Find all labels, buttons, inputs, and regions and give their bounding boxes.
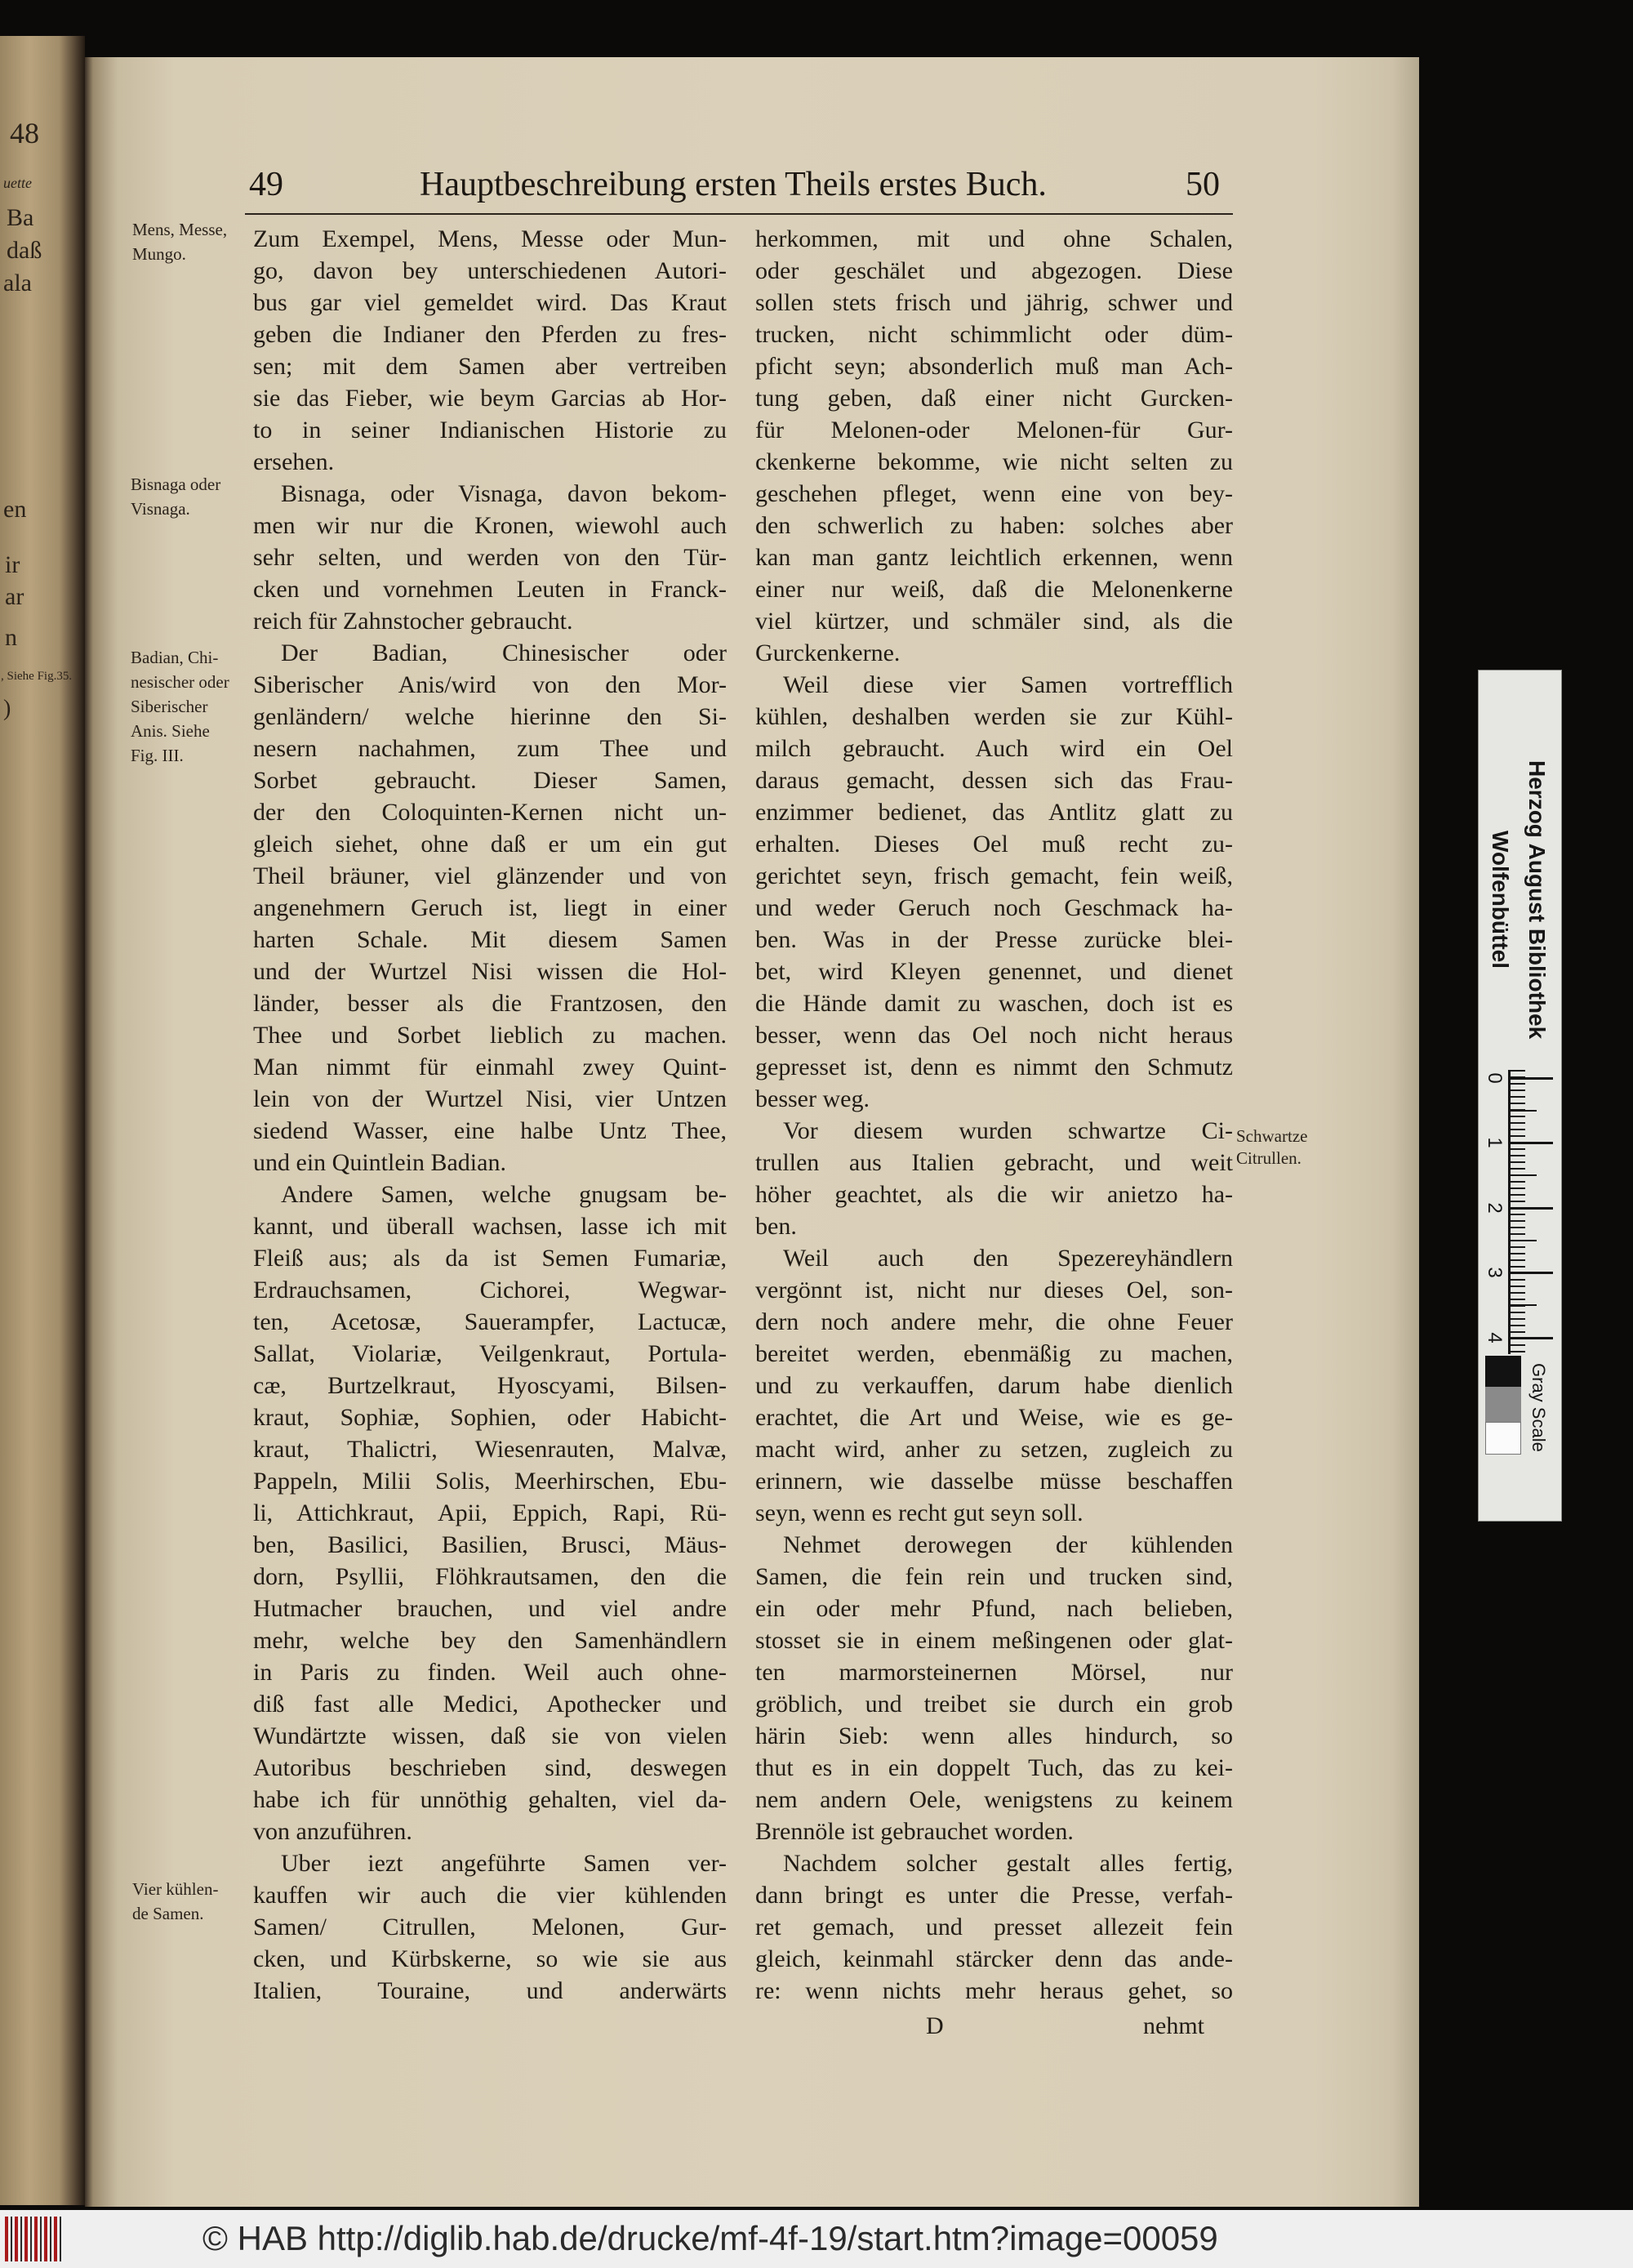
margin-note-line: Visnaga. <box>131 499 190 519</box>
ruler-major-tick <box>1511 1077 1553 1080</box>
column-1-line: und ein Quintlein Badian. <box>253 1149 506 1176</box>
column-1-line: li, Attichkraut, Apii, Eppich, Rapi, Rü- <box>253 1499 727 1526</box>
margin-note-line: nesischer oder <box>131 672 229 692</box>
column-2-line: besser, wenn das Oel noch nicht heraus <box>755 1022 1233 1049</box>
column-1-line: Erdrauchsamen, Cichorei, Wegwar- <box>253 1277 727 1303</box>
column-2-line: oder geschälet und abgezogen. Diese <box>755 257 1233 284</box>
column-1-line: länder, besser als die Frantzosen, den <box>253 990 727 1017</box>
column-2-line: macht wird, anher zu setzen, zugleich zu <box>755 1436 1233 1463</box>
left-page-number: 49 <box>249 166 283 203</box>
column-2-line: viel kürtzer, und schmäler sind, als die <box>755 608 1233 635</box>
gray-scale-label: Gray Scale <box>1528 1362 1549 1452</box>
column-1-line: ersehen. <box>253 448 335 475</box>
column-2-line: herkommen, mit und ohne Schalen, <box>755 225 1233 252</box>
column-1-line: Sorbet gebraucht. Dieser Samen, <box>253 767 727 794</box>
facing-page-fragment: ) <box>3 696 11 721</box>
column-1-line: sen; mit dem Samen aber vertreiben <box>253 353 727 380</box>
column-2-line: ret gemach, und presset allezeit fein <box>755 1914 1233 1940</box>
column-1-line: to in seiner Indianischen Historie zu <box>253 417 727 443</box>
column-2-line: für Melonen-oder Melonen-für Gur- <box>755 417 1233 443</box>
margin-note-mens <box>132 217 227 266</box>
column-1-line: von anzuführen. <box>253 1818 412 1845</box>
facing-page-fragment: uette <box>3 175 32 191</box>
column-2-line: Brennöle ist gebrauchet worden. <box>755 1818 1074 1845</box>
copyright-url: © HAB http://diglib.hab.de/drucke/mf-4f-19/start.htm?image=00059 <box>202 2219 1218 2257</box>
column-1-line: Thee und Sorbet lieblich zu machen. <box>253 1022 727 1049</box>
gray-scale-black-patch <box>1485 1356 1521 1387</box>
column-1-line: ten, Acetosæ, Sauerampfer, Lactucæ, <box>253 1308 727 1335</box>
column-2-line: pficht seyn; absonderlich muß man Ach- <box>755 353 1233 380</box>
column-1-line: Theil bräuner, viel glänzender und von <box>253 862 727 889</box>
column-2-line: re: wenn nichts mehr heraus gehet, so <box>755 1977 1233 2004</box>
gray-scale-gray-patch <box>1485 1387 1521 1422</box>
column-1-line: go, davon bey unterschiedenen Autori- <box>253 257 727 284</box>
margin-note-line: Badian, Chi- <box>131 648 219 667</box>
column-1-line: Andere Samen, welche gnugsam be- <box>281 1181 727 1208</box>
ruler-label: 0 <box>1484 1072 1506 1084</box>
column-2-line: gepresset ist, denn es nimmt den Schmutz <box>755 1054 1233 1081</box>
column-2-line: Samen, die fein rein und trucken sind, <box>755 1563 1233 1590</box>
column-2-line: ein oder mehr Pfund, nach belieben, <box>755 1595 1233 1622</box>
margin-note-line: Mens, Messe, <box>132 220 228 239</box>
column-1-line: Uber iezt angeführte Samen ver- <box>281 1850 727 1877</box>
facing-page-edge <box>0 36 85 2205</box>
margin-note-citrullen <box>1236 1125 1307 1170</box>
right-page-number: 50 <box>1186 166 1220 203</box>
margin-note-bisnaga <box>131 472 220 521</box>
column-2-line: stosset sie in einem meßingenen oder glat- <box>755 1627 1233 1654</box>
column-1-line: Fleiß aus; als da ist Semen Fumariæ, <box>253 1245 727 1272</box>
column-2-line: ten marmorsteinernen Mörsel, nur <box>755 1659 1233 1686</box>
margin-note-line: de Samen. <box>132 1904 204 1923</box>
column-1-line: der den Coloquinten-Kernen nicht un- <box>253 799 727 826</box>
column-1-line: harten Schale. Mit diesem Samen <box>253 926 727 953</box>
column-1-line: angenehmern Geruch ist, liegt in einer <box>253 894 727 921</box>
column-1-line: sehr selten, und werden von den Tür- <box>253 544 727 571</box>
column-1-line: Man nimmt für einmahl zwey Quint- <box>253 1054 727 1081</box>
margin-note-line: Citrullen. <box>1236 1148 1302 1168</box>
facing-page-fragment: daß <box>7 237 42 264</box>
column-1-line: geben die Indianer den Pferden zu fres- <box>253 321 727 348</box>
column-2-line: erinnern, wie dasselbe müsse beschaffen <box>755 1468 1233 1495</box>
text-column-1 <box>253 223 727 2007</box>
column-1-line: genländern/ welche hierinne den Si- <box>253 703 727 730</box>
column-1-line: Siberischer Anis/wird von den Mor- <box>253 671 727 698</box>
facing-page-number: 48 <box>10 117 39 149</box>
column-2-line: und weder Geruch noch Geschmack ha- <box>755 894 1233 921</box>
facing-page-fragment: ar <box>5 583 24 610</box>
column-2-line: ben. <box>755 1213 797 1240</box>
column-1-line: in Paris zu finden. Weil auch ohne- <box>253 1659 727 1686</box>
column-2-line: milch gebraucht. Auch wird ein Oel <box>755 735 1233 762</box>
column-1-line: Autoribus beschrieben sind, deswegen <box>253 1754 727 1781</box>
library-name <box>1482 729 1555 1072</box>
column-1-line: dorn, Psyllii, Flöhkrautsamen, den die <box>253 1563 727 1590</box>
column-1-line: kraut, Sophiæ, Sophien, oder Habicht- <box>253 1404 727 1431</box>
column-1-line: ben, Basilici, Basilien, Brusci, Mäus- <box>253 1531 727 1558</box>
margin-note-line: Siberischer <box>131 697 208 716</box>
column-1-line: Bisnaga, oder Visnaga, davon bekom- <box>281 480 727 507</box>
column-2-line: erhalten. Dieses Oel muß recht zu- <box>755 831 1233 858</box>
column-2-line: geschehen pfleget, wenn eine von bey- <box>755 480 1233 507</box>
column-1-line: sie das Fieber, wie beym Garcias ab Hor- <box>253 385 727 412</box>
margin-note-badian <box>131 645 229 768</box>
column-2-line: trullen aus Italien gebracht, und weit <box>755 1149 1233 1176</box>
column-2-line: dern noch andere mehr, die ohne Feuer <box>755 1308 1233 1335</box>
column-1-line: kraut, Thalictri, Wiesenrauten, Malvæ, <box>253 1436 727 1463</box>
column-2-line: kühlen, deshalben werden sie zur Kühl- <box>755 703 1233 730</box>
column-2-line: erachtet, die Art und Weise, wie es ge- <box>755 1404 1233 1431</box>
column-2-line: und zu verkauffen, darum habe dienlich <box>755 1372 1233 1399</box>
column-2-line: vergönnt ist, nicht nur dieses Oel, son- <box>755 1277 1233 1303</box>
column-2-line: thut es in ein doppelt Tuch, das zu kei- <box>755 1754 1233 1781</box>
column-2-line: ben. Was in der Presse zurücke blei- <box>755 926 1233 953</box>
column-1-line: diß fast alle Medici, Apothecker und <box>253 1691 727 1718</box>
ruler-label: 2 <box>1484 1202 1506 1214</box>
column-1-line: cken, und Kürbskerne, so wie sie aus <box>253 1945 727 1972</box>
column-2-line: Weil diese vier Samen vortrefflich <box>783 671 1233 698</box>
column-1-line: Zum Exempel, Mens, Messe oder Mun- <box>253 225 727 252</box>
column-2-line: den schwerlich zu haben: solches aber <box>755 512 1233 539</box>
facing-page-fragment: ala <box>3 270 32 296</box>
margin-note-line: Fig. III. <box>131 746 184 765</box>
column-1-line: nesern nachahmen, zum Thee und <box>253 735 727 762</box>
facing-page-fragment: , Siehe Fig.35. <box>1 670 73 683</box>
column-2-line: höher geachtet, als die wir anietzo ha- <box>755 1181 1233 1208</box>
column-2-line: ckenkerne bekomme, wie nicht selten zu <box>755 448 1233 475</box>
column-2-line: Gurckenkerne. <box>755 639 901 666</box>
column-1-line: cæ, Burtzelkraut, Hyoscyami, Bilsen- <box>253 1372 727 1399</box>
column-2-line: einer nur weiß, daß die Melonenkerne <box>755 576 1233 603</box>
barcode-logo-icon <box>5 2217 62 2261</box>
column-2-line: seyn, wenn es recht gut seyn soll. <box>755 1499 1083 1526</box>
column-2-line: sollen stets frisch und jährig, schwer und <box>755 289 1233 316</box>
column-1-line: reich für Zahnstocher gebraucht. <box>253 608 573 635</box>
column-1-line: gleich siehet, ohne daß er um ein gut <box>253 831 727 858</box>
column-1-line: cken und vornehmen Leuten in Franck- <box>253 576 727 603</box>
column-1-line: kauffen wir auch die vier kühlenden <box>253 1882 727 1909</box>
column-2-line: Vor diesem wurden schwartze Ci- <box>783 1117 1233 1144</box>
header-rule <box>245 213 1233 215</box>
running-title: Hauptbeschreibung ersten Theils erstes Buch. <box>420 166 1047 203</box>
column-2-line: Nachdem solcher gestalt alles fertig, <box>783 1850 1233 1877</box>
ruler-major-tick <box>1511 1337 1553 1339</box>
column-1-line: lein von der Wurtzel Nisi, vier Untzen <box>253 1085 727 1112</box>
column-1-line: bus gar viel gemeldet wird. Das Kraut <box>253 289 727 316</box>
column-1-line: Wundärtzte wissen, daß sie von vielen <box>253 1722 727 1749</box>
margin-note-line: Schwartze <box>1236 1126 1308 1146</box>
column-1-line: Italien, Touraine, und anderwärts <box>253 1977 727 2004</box>
margin-note-line: Bisnaga oder <box>131 475 221 494</box>
facing-page-fragment: en <box>3 496 27 523</box>
ruler-label: 3 <box>1484 1267 1506 1278</box>
column-2-line: tung geben, daß einer nicht Gurcken- <box>755 385 1233 412</box>
signature-mark: D <box>926 2012 944 2039</box>
column-2-line: dann bringt es unter die Presse, verfah- <box>755 1882 1233 1909</box>
column-1-line: men wir nur die Kronen, wiewohl auch <box>253 512 727 539</box>
margin-note-line: Vier kühlen- <box>132 1879 219 1899</box>
facing-page-fragment: n <box>5 624 17 651</box>
column-1-line: Hutmacher brauchen, und viel andre <box>253 1595 727 1622</box>
ruler-major-tick <box>1511 1272 1553 1274</box>
column-1-line: und der Wurtzel Nisi wissen die Hol- <box>253 958 727 985</box>
column-2-line: kan man gantz leichtlich erkennen, wenn <box>755 544 1233 571</box>
column-2-line: Nehmet derowegen der kühlenden <box>783 1531 1233 1558</box>
column-1-line: Samen/ Citrullen, Melonen, Gur- <box>253 1914 727 1940</box>
ruler-half-tick <box>1511 1110 1537 1112</box>
ruler-label: 1 <box>1484 1137 1506 1148</box>
ruler-major-tick <box>1511 1142 1553 1144</box>
margin-note-vier-samen <box>132 1877 218 1926</box>
column-1-line: habe ich für unnöthig gehalten, viel da- <box>253 1786 727 1813</box>
facing-page-fragment: ir <box>5 551 20 578</box>
column-1-line: mehr, welche bey den Samenhändlern <box>253 1627 727 1654</box>
column-1-line: Der Badian, Chinesischer oder <box>281 639 727 666</box>
ruler-half-tick <box>1511 1240 1537 1241</box>
column-2-line: härin Sieb: wenn alles hindurch, so <box>755 1722 1233 1749</box>
gray-scale-white-patch <box>1485 1422 1521 1455</box>
column-2-line: gleich, keinmahl stärcker denn das ande- <box>755 1945 1233 1972</box>
column-2-line: daraus gemacht, dessen sich das Frau- <box>755 767 1233 794</box>
column-2-line: enzimmer bedienet, das Antlitz glatt zu <box>755 799 1233 826</box>
column-2-line: besser weg. <box>755 1085 870 1112</box>
ruler-half-tick <box>1511 1304 1537 1306</box>
column-2-line: die Hände damit zu waschen, doch ist es <box>755 990 1233 1017</box>
column-2-line: nem andern Oele, wenigstens zu keinem <box>755 1786 1233 1813</box>
column-2-line: gröblich, und treibet sie durch ein grob <box>755 1691 1233 1718</box>
ruler-half-tick <box>1511 1174 1537 1176</box>
library-institution: Herzog August Bibliothek <box>1524 760 1550 1040</box>
column-2-line: Weil auch den Spezereyhändlern <box>783 1245 1233 1272</box>
ruler-label: 4 <box>1484 1332 1506 1343</box>
column-1-line: kannt, und überall wachsen, lasse ich mit <box>253 1213 727 1240</box>
margin-note-line: Mungo. <box>132 244 186 264</box>
column-1-line: Sallat, Violariæ, Veilgenkraut, Portula- <box>253 1340 727 1367</box>
facing-page-fragment: Ba <box>7 204 34 231</box>
column-2-line: trucken, nicht schimmlicht oder düm- <box>755 321 1233 348</box>
catchword: nehmt <box>1143 2012 1204 2039</box>
column-2-line: gerichtet seyn, frisch gemacht, fein weiß, <box>755 862 1233 889</box>
margin-note-line: Anis. Siehe <box>131 721 210 741</box>
column-2-line: bet, wird Kleyen genennet, und dienet <box>755 958 1233 985</box>
text-column-2 <box>755 223 1233 2007</box>
library-city: Wolfenbüttel <box>1488 831 1513 969</box>
ruler-major-tick <box>1511 1207 1553 1210</box>
column-2-line: bereitet werden, ebenmäßig zu machen, <box>755 1340 1233 1367</box>
column-1-line: Pappeln, Milii Solis, Meerhirschen, Ebu- <box>253 1468 727 1495</box>
column-1-line: siedend Wasser, eine halbe Untz Thee, <box>253 1117 727 1144</box>
ruler-minor-ticks <box>1511 1070 1525 1354</box>
